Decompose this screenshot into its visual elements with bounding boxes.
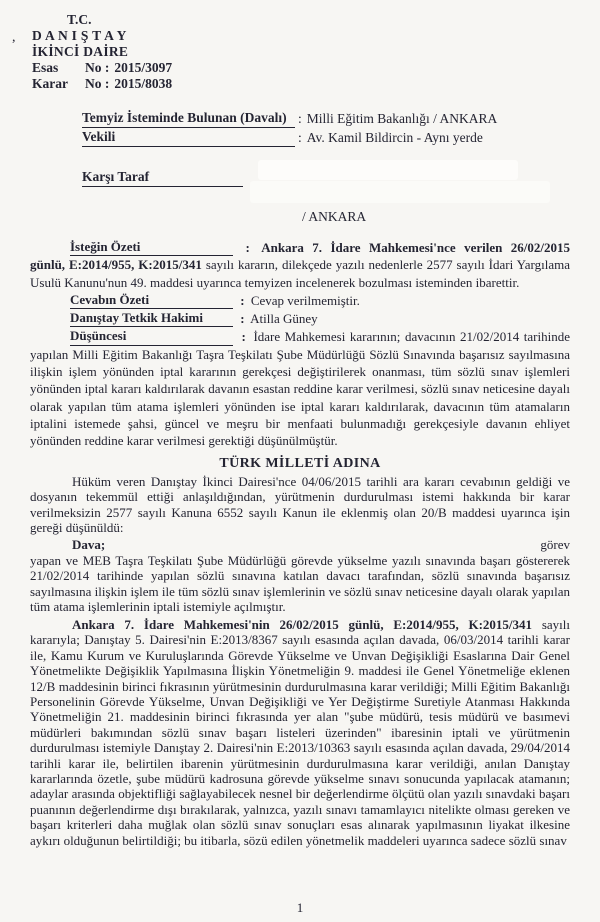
karar-label: Karar <box>32 76 68 91</box>
judgment-citation-bold: Ankara 7. İdare Mahkemesi'nin 26/02/2015 günlü, E:2014/955, K:2015/341 <box>72 616 533 632</box>
attorney-colon: : <box>298 130 302 145</box>
judgment-paragraph <box>30 617 570 848</box>
page-number: 1 <box>296 900 304 915</box>
request-summary-colon: : <box>245 240 250 255</box>
reply-summary-label: Cevabın Özeti <box>70 291 233 309</box>
request-summary-label: İsteğin Özeti <box>70 238 233 256</box>
redacted-gap <box>105 537 540 553</box>
opponent-label: Karşı Taraf <box>82 168 243 187</box>
esas-label: Esas <box>32 60 59 75</box>
reply-summary <box>30 291 570 309</box>
scan-smudge <box>258 160 518 180</box>
attorney-value: Av. Kamil Bildircin - Aynı yerde <box>306 130 483 145</box>
examining-judge-row <box>30 309 570 327</box>
karar-no-label: No : <box>85 76 110 91</box>
court-name: D A N I Ş T A Y <box>32 28 127 43</box>
opinion-paragraph <box>30 327 570 449</box>
ruling-heading: TÜRK MİLLETİ ADINA <box>219 455 381 471</box>
esas-no-label: No : <box>85 60 110 75</box>
request-summary-text: sayılı kararın, dilekçede yazılı nedenlerle 2577 sayılı İdari Yargılama Usulü Kanunu'nun 49. maddesi uyarınca temyizen incelenerek bozulması isteminden ibarettir. <box>30 257 571 290</box>
case-lead-line-end: görev <box>540 536 570 552</box>
karar-number: 2015/8038 <box>114 76 173 91</box>
summaries-block <box>30 238 570 450</box>
reply-summary-colon: : <box>240 292 245 308</box>
scan-smudge <box>250 181 550 203</box>
request-summary <box>30 238 570 291</box>
judgment-text: sayılı kararıyla; Danıştay 5. Dairesi'nin E:2013/8367 sayılı esasında açılan davada, 06/03/2014 tarihli karar ile, Kamu Kurum ve Kuruluşlarında Görevde Yükselme ve Unvan Değişikliği Esaslarına Dair Genel Yönetmelikte Değişiklik Yapılmasına İlişkin Yönetmeliğin 9. maddesi ile Genel Yönetmeliğe eklenen 12/B maddesinin birinci fıkrasının yürütmesinin durdurulmasına karar verildiği; Milli Eğitim Bakanlığı Personelinin Görevde Yükselme, Unvan Değişikliği ve Yer Değiştirme Suretiyle Atanması Hakkında Yönetmeliğin 21. maddesinin birinci fıkrasında yer alan "şube müdürü, tesis müdürü ve basımevi müdürleri bakımından sözlü sınav başarı listeleri üzerinden" ibaresinin iptali ve yürütmenin durdurulması istemiyle Danıştay 2. Dairesi'nin E:2013/10363 sayılı esasında açılan davada, 29/04/2014 tarihli karar ile, belirtilen ibarenin yürütmesinin durdurulmasına karar verildiği, anılan Danıştay kararlarında özetle, şube müdürü kadrosuna görevde yükselme sınavı sonucunda yapılacak atamanın; adaylar arasında objektifliği sağlayabilecek nesnel bir değerlendirme ölçütü olan yazılı sınavdaki başarı puanının değerlendirme dışı bırakılarak, yalnızca, yazılı sınavı tamamlayıcı nitelikte olması gereken ve başarı kriterleri daha muğlak olan sözlü sınav sonuçları esas alınarak yapılmasının liyakat ilkesine aykırı olduğunun belirtildiği; bu itibarla, sözü edilen yönetmelik maddeleri uyarınca sadece sözlü sınav <box>30 616 571 848</box>
appellant-row <box>82 109 570 128</box>
city-line: / ANKARA <box>302 209 367 224</box>
examining-judge-label: Danıştay Tetkik Hakimi <box>70 309 233 327</box>
court-header <box>30 12 570 92</box>
opinion-label: Düşüncesi <box>70 327 233 345</box>
case-lead-label: Dava; <box>72 536 106 552</box>
examining-judge-name: Atilla Güney <box>250 311 318 327</box>
attorney-row <box>82 128 570 147</box>
request-summary-bold-text: Ankara 7. İdare Mahkemesi'nce verilen 26/02/2015 günlü, E:2014/955, K:2015/341 <box>30 240 570 273</box>
scan-artifact: , <box>12 30 16 45</box>
appellant-value: Milli Eğitim Bakanlığı / ANKARA <box>306 111 498 126</box>
case-paragraph: yapan ve MEB Taşra Teşkilatı Şube Müdürlüğü görevde yükselme yazılı sınavında başarı göstererek 21/02/2014 tarihinde yapılan sözlü sınavına katılan davacı tarafından, sözlü sınavında başarısız sayılmasına ilişkin işlem ile tüm sözlü sınav işlemlerinin ve sözlü sınav neticesine dayalı olarak yapılan tüm atama işlemlerinin iptali istemiyle açılmıştır. <box>30 552 570 615</box>
appellant-label: Temyiz İsteminde Bulunan (Davalı) <box>82 109 295 128</box>
appellant-colon: : <box>298 111 302 126</box>
esas-number: 2015/3097 <box>114 60 173 75</box>
chamber-name: İKİNCİ DAİRE <box>32 44 129 59</box>
esas-number-row <box>32 60 570 76</box>
karar-number-row <box>32 76 570 92</box>
ruling-intro-paragraph: Hüküm veren Danıştay İkinci Dairesi'nce 04/06/2015 tarihli ara kararı cevabının geldiği ve dosyanın tekemmül ettiği anlaşıldığından, yürütmenin durdurulması istemi hakkında bir karar verilmeksizin 2577 sayılı Kanuna 6552 sayılı Kanun ile eklenmiş olan 20/B maddesi uyarınca işin gereği düşünüldü: <box>30 473 570 536</box>
opinion-colon: : <box>241 329 246 345</box>
republic-title: T.C. <box>67 12 92 27</box>
attorney-label: Vekili <box>82 128 295 147</box>
reply-summary-text: Cevap verilmemiştir. <box>250 292 360 308</box>
examining-judge-colon: : <box>240 311 245 327</box>
opinion-text: İdare Mahkemesi kararının; davacının 21/02/2014 tarihinde yapılan Milli Eğitim Bakanlığı Taşra Teşkilatı Şube Müdürlüğü Sözlü Sınavında başarısız sayılmasına ilişkin işlem yönünden iptal kararının gerekçesi değiştirilerek onanması, tüm sözlü sınav işlemleri yönünden iptal kararı kaldırılarak davanın esastan reddine karar verilmesi, sözlü sınav neticesine dayalı olarak yapılan tüm atama işlemleri yönünden ise iptal kararı kaldırılarak, davacının tüm atamaların iptalini istemede şahsi, güncel ve meşru bir menfaati bulunmadığı gerekçesiyle davanın ehliyet yönünden reddine karar verilmesi gerektiği düşünülmüştür. <box>30 329 570 449</box>
case-lead-row <box>30 537 570 553</box>
